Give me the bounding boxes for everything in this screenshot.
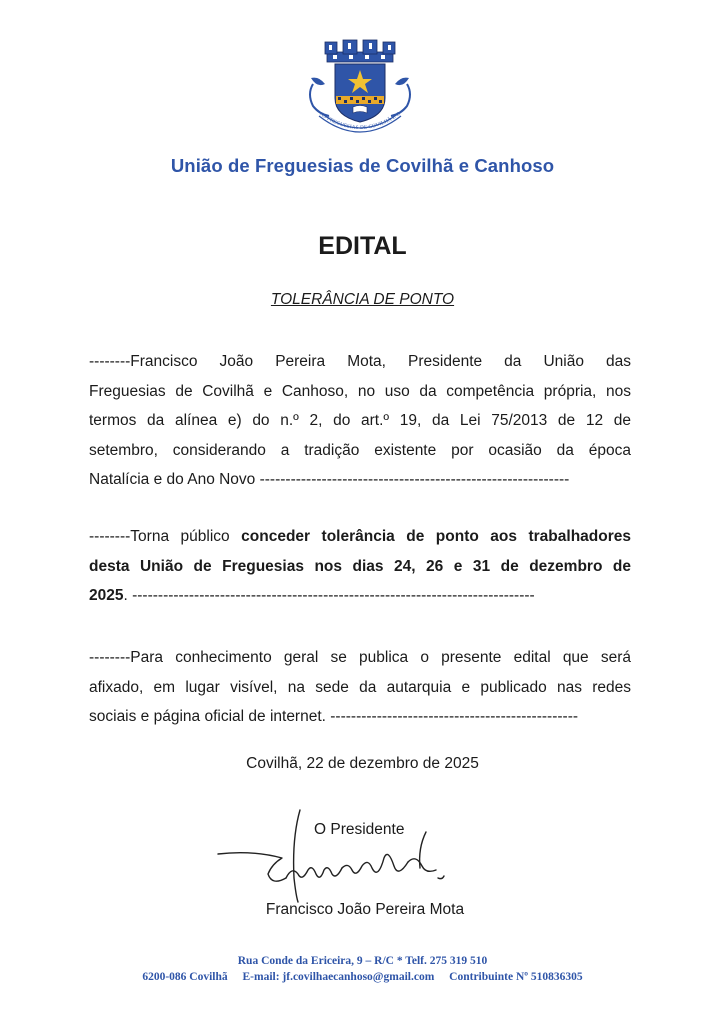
paragraph-line: --------Francisco João Pereira Mota, Presidente da União das — [89, 353, 631, 370]
paragraph-line: sociais e página oficial de internet. ------------------------------------------------ — [89, 708, 579, 725]
announcement-bold: 2025 — [89, 587, 124, 604]
footer-row — [0, 969, 725, 985]
announcement-bold: conceder tolerância de ponto aos trabalhadores — [241, 528, 631, 545]
paragraph-publication — [89, 643, 631, 732]
paragraph-declaration — [89, 347, 631, 495]
paragraph-line — [89, 581, 631, 611]
paragraph-line: Freguesias de Covilhã e Canhoso, no uso da competência própria, nos — [89, 382, 631, 400]
signatory-name: Francisco João Pereira Mota — [265, 901, 465, 918]
announcement-prefix: --------Torna público — [89, 528, 242, 545]
paragraph-announcement — [89, 522, 631, 611]
footer-taxid: Contribuinte Nº 510836305 — [449, 971, 583, 983]
footer-email[interactable]: E-mail: jf.covilhaecanhoso@gmail.com — [242, 971, 435, 983]
document-subject: TOLERÂNCIA DE PONTO — [270, 291, 455, 308]
paragraph-line — [89, 522, 631, 552]
document-title: EDITAL — [318, 232, 407, 260]
signatory-role: O Presidente — [314, 821, 405, 838]
paragraph-line: termos da alínea e) do n.º 2, do art.º 19, da Lei 75/2013 de 12 de — [89, 412, 631, 429]
coat-of-arms-icon — [305, 36, 415, 142]
organization-name: União de Freguesias de Covilhã e Canhoso — [170, 155, 555, 176]
announcement-tail: . ------------------------------------------------------------------------------ — [123, 587, 535, 604]
paragraph-line: afixado, em lugar visível, na sede da autarquia e publicado nas redes — [89, 678, 631, 696]
footer-contact — [0, 953, 725, 985]
paragraph-line: --------Para conhecimento geral se publica o presente edital que será — [89, 649, 631, 666]
document-date: Covilhã, 22 de dezembro de 2025 — [246, 755, 479, 772]
crest-ribbon-text: AS FREGUESIAS DE COVILHÃ E C — [318, 111, 402, 132]
footer-postal: 6200-086 Covilhã — [142, 971, 228, 983]
announcement-bold: desta União de Freguesias nos dias 24, 26 e 31 de dezembro de — [89, 557, 631, 575]
paragraph-line — [89, 552, 631, 582]
footer-address: Rua Conde da Ericeira, 9 – R/C * Telf. 275 319 510 — [237, 955, 488, 967]
paragraph-line: Natalícia e do Ano Novo ------------------------------------------------------------ — [89, 471, 570, 488]
paragraph-line: setembro, considerando a tradição existente por ocasião da época — [89, 441, 631, 459]
